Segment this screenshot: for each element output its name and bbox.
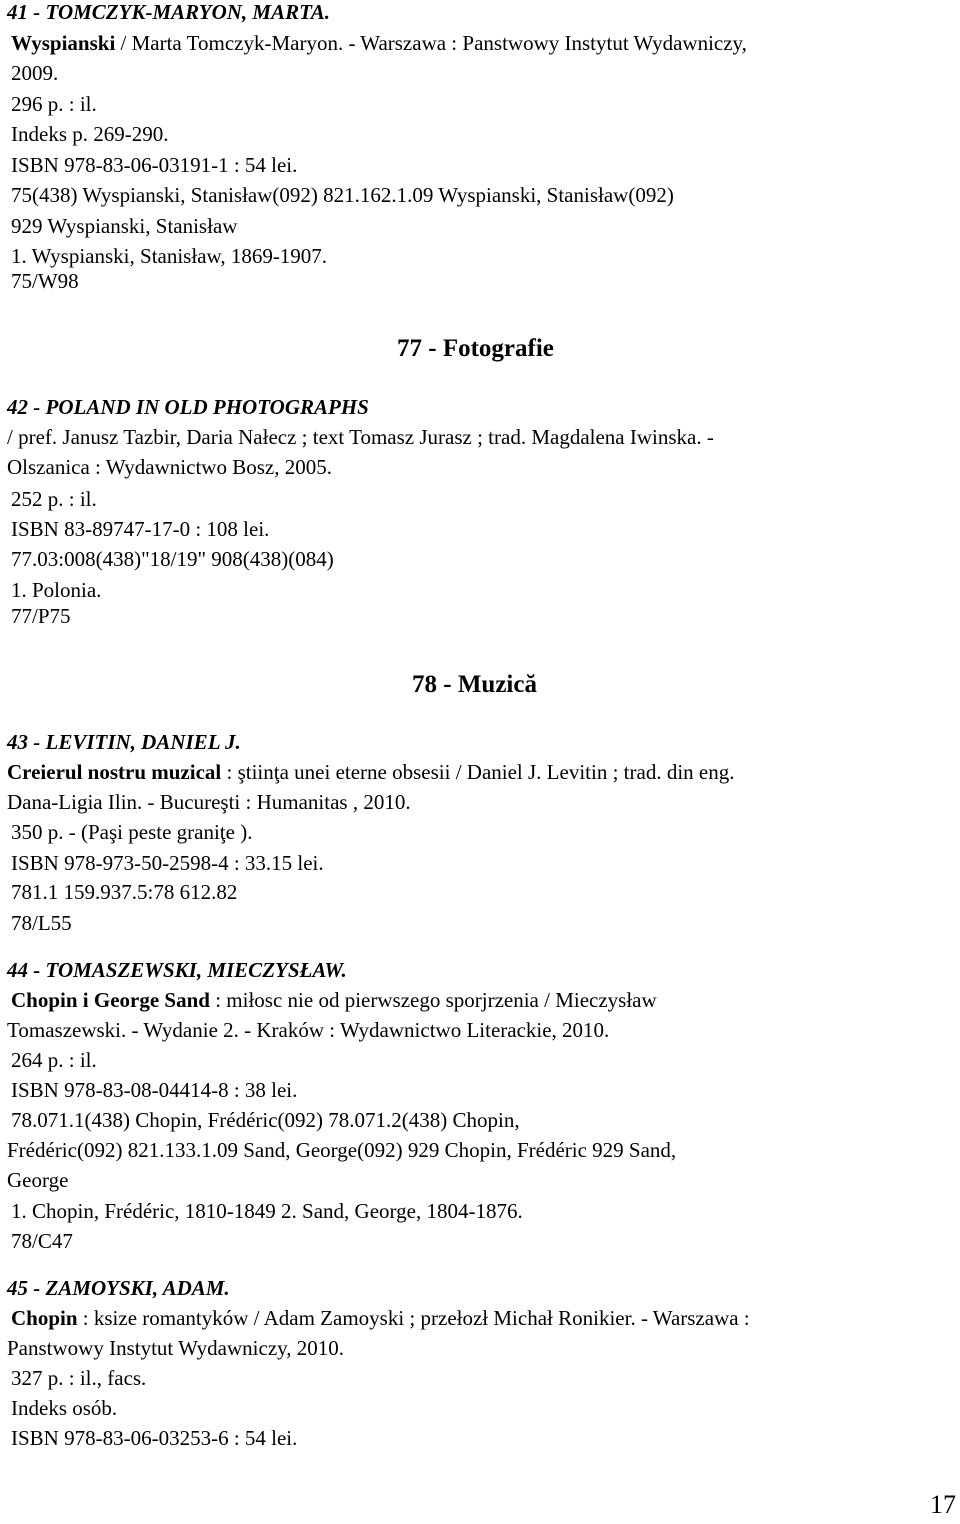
entry-title: Chopin: [11, 1306, 78, 1330]
section-heading: 78 - Muzică: [412, 671, 537, 698]
page-number: 17: [930, 1490, 956, 1519]
entry-line: 77.03:008(438)"18/19" 908(438)(084): [11, 547, 334, 571]
entry-line: Panstwowy Instytut Wydawniczy, 2010.: [7, 1336, 345, 1360]
entry-desc: / Marta Tomczyk-Maryon. - Warszawa : Panstwowy Instytut Wydawniczy,: [115, 31, 747, 55]
entry-line: 252 p. : il.: [11, 487, 97, 511]
entry-call-number: 78/C47: [11, 1229, 73, 1253]
entry-title-line: [7, 757, 734, 788]
entry-line: Frédéric(092) 821.133.1.09 Sand, George(092) 929 Chopin, Frédéric 929 Sand,: [7, 1138, 677, 1162]
entry-title: Chopin i George Sand: [11, 988, 210, 1012]
entry-heading: 41 - TOMCZYK-MARYON, MARTA.: [7, 0, 331, 24]
entry-line: ISBN 978-973-50-2598-4 : 33.15 lei.: [11, 851, 324, 875]
entry-line: ISBN 978-83-06-03191-1 : 54 lei.: [11, 153, 298, 177]
entry-call-number: 75/W98: [11, 269, 79, 293]
entry-title-line: [11, 985, 657, 1016]
entry-title: Creierul nostru muzical: [7, 760, 222, 784]
entry-line: ISBN 978-83-08-04414-8 : 38 lei.: [11, 1078, 298, 1102]
entry-line: 781.1 159.937.5:78 612.82: [11, 880, 238, 904]
entry-line: ISBN 83-89747-17-0 : 108 lei.: [11, 517, 270, 541]
entry-line: 929 Wyspianski, Stanisław: [11, 214, 238, 238]
entry-line: Dana-Ligia Ilin. - Bucureşti : Humanitas , 2010.: [7, 790, 411, 814]
entry-desc: : ksize romantyków / Adam Zamoyski ; przełozł Michał Ronikier. - Warszawa :: [77, 1306, 750, 1330]
entry-line: Indeks osób.: [11, 1396, 118, 1420]
entry-line: 2009.: [11, 61, 59, 85]
entry-line: ISBN 978-83-06-03253-6 : 54 lei.: [11, 1426, 298, 1450]
entry-line: Olszanica : Wydawnictwo Bosz, 2005.: [7, 455, 332, 479]
entry-line: 75(438) Wyspianski, Stanisław(092) 821.162.1.09 Wyspianski, Stanisław(092): [11, 183, 674, 207]
entry-line: 327 p. : il., facs.: [11, 1366, 147, 1390]
entry-line: Tomaszewski. - Wydanie 2. - Kraków : Wydawnictwo Literackie, 2010.: [7, 1018, 610, 1042]
entry-call-number: 77/P75: [11, 604, 71, 628]
entry-title-line: [11, 28, 747, 59]
entry-line: 296 p. : il.: [11, 92, 97, 116]
entry-heading: 42 - POLAND IN OLD PHOTOGRAPHS: [7, 395, 369, 419]
section-heading: 77 - Fotografie: [397, 335, 554, 362]
entry-line: 1. Chopin, Frédéric, 1810-1849 2. Sand, George, 1804-1876.: [11, 1199, 523, 1223]
entry-title: Wyspianski: [11, 31, 116, 55]
entry-line: 264 p. : il.: [11, 1048, 97, 1072]
entry-line: 1. Polonia.: [11, 578, 102, 602]
entry-desc: : ştiinţa unei eterne obsesii / Daniel J. Levitin ; trad. din eng.: [221, 760, 735, 784]
entry-title-line: [11, 1303, 750, 1334]
entry-line: George: [7, 1168, 69, 1192]
entry-heading: 43 - LEVITIN, DANIEL J.: [7, 730, 241, 754]
entry-line: / pref. Janusz Tazbir, Daria Nałecz ; text Tomasz Jurasz ; trad. Magdalena Iwinska. -: [7, 425, 714, 449]
entry-line: 78.071.1(438) Chopin, Frédéric(092) 78.071.2(438) Chopin,: [11, 1108, 520, 1132]
entry-desc: : miłosc nie od pierwszego sporjrzenia / Mieczysław: [209, 988, 657, 1012]
entry-heading: 44 - TOMASZEWSKI, MIECZYSŁAW.: [7, 958, 347, 982]
entry-line: 1. Wyspianski, Stanisław, 1869-1907.: [11, 244, 328, 268]
entry-heading: 45 - ZAMOYSKI, ADAM.: [7, 1276, 230, 1300]
entry-call-number: 78/L55: [11, 911, 72, 935]
entry-line: 350 p. - (Paşi peste graniţe ).: [11, 820, 253, 844]
entry-line: Indeks p. 269-290.: [11, 122, 169, 146]
